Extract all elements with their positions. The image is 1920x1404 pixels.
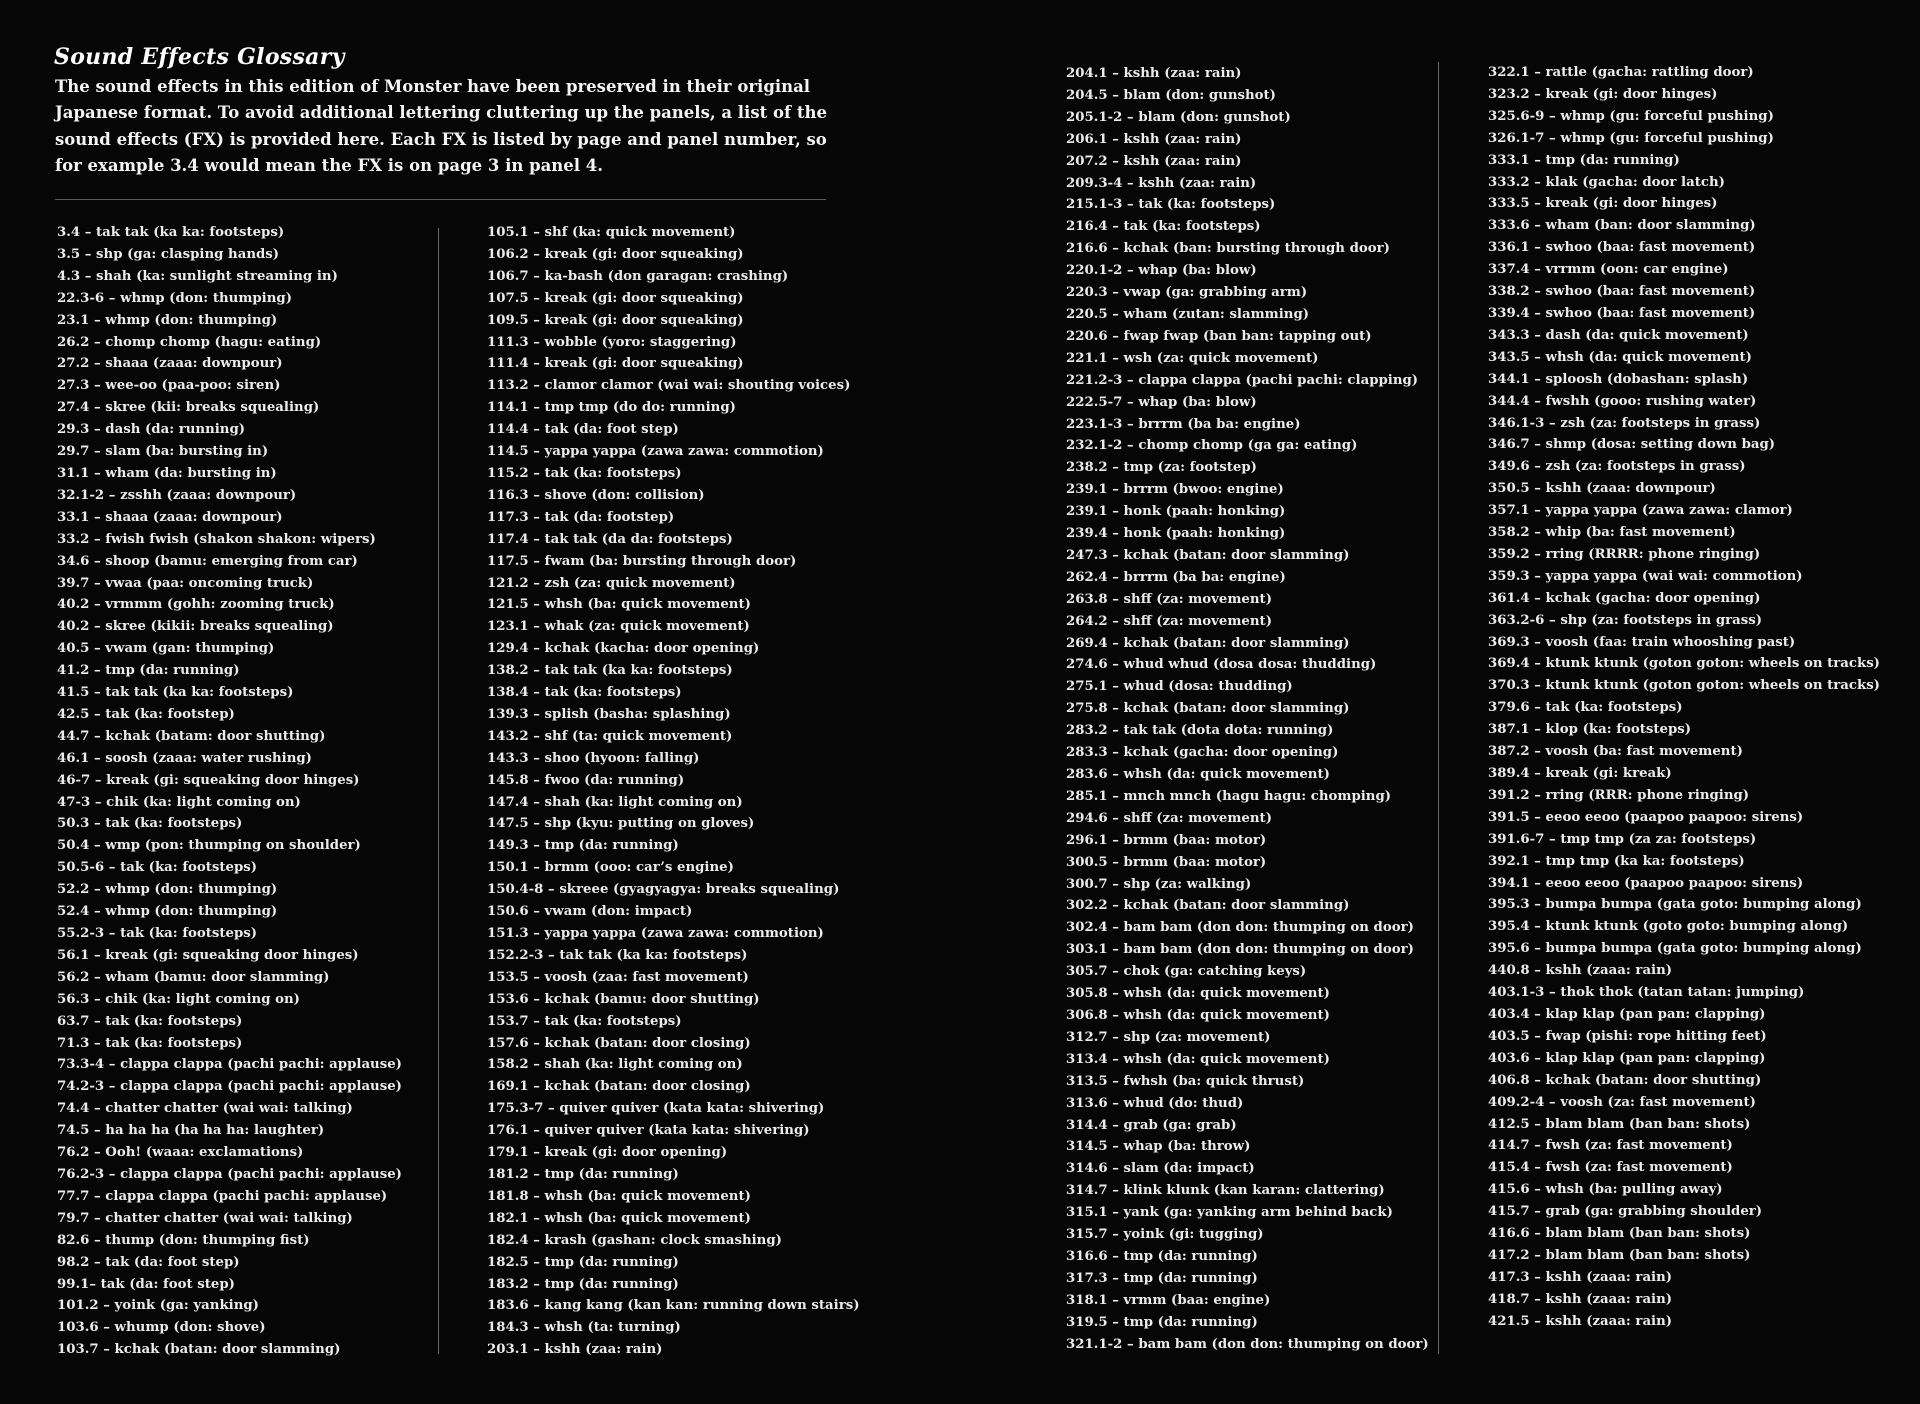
fx-entry: 109.5 – kreak (gi: door squeaking) [487, 312, 744, 328]
fx-entry: 117.3 – tak (da: footstep) [487, 509, 675, 525]
fx-entry: 412.5 – blam blam (ban ban: shots) [1488, 1116, 1751, 1132]
fx-entry: 232.1-2 – chomp chomp (ga ga: eating) [1066, 438, 1358, 454]
fx-entry: 117.4 – tak tak (da da: footsteps) [487, 531, 733, 547]
glossary-title: Sound Effects Glossary [54, 44, 345, 70]
fx-entry: 204.1 – kshh (zaa: rain) [1066, 66, 1242, 81]
fx-entry: 3.5 – shp (ga: clasping hands) [57, 246, 280, 262]
fx-entry: 55.2-3 – tak (ka: footsteps) [57, 926, 258, 941]
fx-entry: 63.7 – tak (ka: footsteps) [57, 1013, 243, 1029]
fx-entry: 283.3 – kchak (gacha: door opening) [1066, 745, 1339, 761]
fx-entry: 46-7 – kreak (gi: squeaking door hinges) [57, 772, 360, 788]
fx-entry: 29.7 – slam (ba: bursting in) [57, 444, 269, 460]
fx-entry: 285.1 – mnch mnch (hagu hagu: chomping) [1066, 788, 1392, 804]
fx-entry: 395.6 – bumpa bumpa (gata goto: bumping along) [1488, 941, 1862, 957]
fx-entry: 145.8 – fwoo (da: running) [487, 772, 685, 788]
fx-entry: 275.1 – whud (dosa: thudding) [1066, 679, 1293, 695]
fx-entry: 121.2 – zsh (za: quick movement) [487, 575, 736, 591]
fx-entry: 117.5 – fwam (ba: bursting through door) [487, 553, 797, 569]
fx-entry: 111.3 – wobble (yoro: staggering) [487, 334, 737, 350]
fx-entry: 181.8 – whsh (ba: quick movement) [487, 1188, 751, 1204]
fx-entry: 247.3 – kchak (batan: door slamming) [1066, 547, 1350, 563]
fx-entry: 26.2 – chomp chomp (hagu: eating) [57, 334, 322, 350]
fx-entry: 203.1 – kshh (zaa: rain) [487, 1342, 663, 1358]
fx-entry: 40.2 – vrmmm (gohh: zooming truck) [57, 597, 335, 613]
fx-entry: 440.8 – kshh (zaaa: rain) [1488, 963, 1673, 979]
fx-entry: 406.8 – kchak (batan: door shutting) [1488, 1072, 1762, 1088]
fx-entry: 220.6 – fwap fwap (ban ban: tapping out) [1066, 328, 1372, 344]
fx-entry: 391.6-7 – tmp tmp (za za: footsteps) [1488, 831, 1757, 847]
fx-entry: 121.5 – whsh (ba: quick movement) [487, 597, 751, 613]
fx-entry: 115.2 – tak (ka: footsteps) [487, 465, 682, 481]
fx-entry: 158.2 – shah (ka: light coming on) [487, 1057, 743, 1073]
column-separator [1438, 62, 1439, 1354]
fx-entry: 361.4 – kchak (gacha: door opening) [1488, 590, 1761, 606]
fx-entry: 175.3-7 – quiver quiver (kata kata: shivering) [487, 1101, 825, 1117]
fx-entry: 101.2 – yoink (ga: yanking) [57, 1298, 259, 1314]
fx-entry: 415.7 – grab (ga: grabbing shoulder) [1488, 1204, 1763, 1220]
fx-entry: 77.7 – clappa clappa (pachi pachi: applause) [57, 1188, 388, 1204]
fx-entry: 153.6 – kchak (bamu: door shutting) [487, 991, 760, 1007]
fx-entry: 415.4 – fwsh (za: fast movement) [1488, 1160, 1733, 1176]
fx-entry: 147.5 – shp (kyu: putting on gloves) [487, 816, 755, 832]
fx-entry: 359.2 – rring (RRRR: phone ringing) [1488, 546, 1761, 562]
fx-entry: 150.4-8 – skreee (gyagyagya: breaks squealing) [487, 882, 840, 898]
fx-entry: 105.1 – shf (ka: quick movement) [487, 225, 736, 240]
fx-entry: 321.1-2 – bam bam (don don: thumping on door) [1066, 1336, 1429, 1352]
fx-entry: 99.1– tak (da: foot step) [57, 1276, 235, 1292]
fx-entry: 42.5 – tak (ka: footstep) [57, 706, 235, 722]
fx-entry: 315.7 – yoink (gi: tugging) [1066, 1227, 1264, 1243]
fx-entry: 313.4 – whsh (da: quick movement) [1066, 1051, 1330, 1067]
fx-entry: 114.5 – yappa yappa (zawa zawa: commotion) [487, 444, 824, 460]
fx-entry: 143.3 – shoo (hyoon: falling) [487, 750, 700, 766]
fx-entry: 387.1 – klop (ka: footsteps) [1488, 722, 1692, 738]
fx-entry: 223.1-3 – brrrm (ba ba: engine) [1066, 416, 1301, 432]
fx-entry: 103.6 – whump (don: shove) [57, 1320, 266, 1336]
fx-entry: 305.7 – chok (ga: catching keys) [1066, 964, 1307, 980]
fx-entry: 319.5 – tmp (da: running) [1066, 1314, 1258, 1330]
fx-entry: 403.4 – klap klap (pan pan: clapping) [1488, 1006, 1766, 1022]
fx-entry: 421.5 – kshh (zaaa: rain) [1488, 1313, 1673, 1329]
fx-entry: 52.4 – whmp (don: thumping) [57, 904, 278, 920]
fx-entry: 358.2 – whip (ba: fast movement) [1488, 525, 1736, 541]
fx-entry: 314.6 – slam (da: impact) [1066, 1161, 1255, 1177]
fx-entry: 403.1-3 – thok thok (tatan tatan: jumping) [1488, 985, 1805, 1001]
fx-entry: 106.7 – ka-bash (don garagan: crashing) [487, 268, 789, 284]
glossary-intro: The sound effects in this edition of Monster have been preserved in their original Japanese format. To avoid additional lettering cluttering up the panels, a list of the sound effects (FX) is provided here. Each FX is listed by page and panel number, so for example 3.4 would mean the FX is on page 3 in panel 4. [55, 77, 827, 175]
fx-entry: 182.5 – tmp (da: running) [487, 1254, 679, 1270]
fx-entry: 52.2 – whmp (don: thumping) [57, 882, 278, 898]
fx-entry: 209.3-4 – kshh (zaa: rain) [1066, 175, 1257, 191]
fx-entry: 114.4 – tak (da: foot step) [487, 422, 679, 438]
fx-entry: 392.1 – tmp tmp (ka ka: footsteps) [1488, 853, 1745, 869]
fx-entry: 317.3 – tmp (da: running) [1066, 1270, 1258, 1286]
fx-entry: 417.2 – blam blam (ban ban: shots) [1488, 1247, 1751, 1263]
fx-entry: 31.1 – wham (da: bursting in) [57, 465, 277, 481]
fx-entry: 113.2 – clamor clamor (wai wai: shouting voices) [487, 378, 851, 394]
fx-entry: 333.1 – tmp (da: running) [1488, 152, 1680, 168]
fx-entry: 337.4 – vrrmm (oon: car engine) [1488, 262, 1729, 278]
fx-entry: 106.2 – kreak (gi: door squeaking) [487, 246, 744, 262]
fx-entry: 182.1 – whsh (ba: quick movement) [487, 1210, 751, 1226]
fx-entry: 369.4 – ktunk ktunk (goton goton: wheels on tracks) [1488, 656, 1880, 672]
fx-entry: 313.5 – fwhsh (ba: quick thrust) [1066, 1073, 1305, 1089]
fx-entry: 269.4 – kchak (batan: door slamming) [1066, 635, 1350, 651]
fx-entry: 416.6 – blam blam (ban ban: shots) [1488, 1226, 1751, 1242]
fx-entry: 205.1-2 – blam (don: gunshot) [1066, 109, 1291, 125]
fx-entry: 339.4 – swhoo (baa: fast movement) [1488, 305, 1756, 321]
fx-entry: 333.2 – klak (gacha: door latch) [1488, 174, 1725, 190]
fx-entry: 294.6 – shff (za: movement) [1066, 810, 1272, 826]
fx-entry: 129.4 – kchak (kacha: door opening) [487, 641, 760, 657]
fx-entry: 152.2-3 – tak tak (ka ka: footsteps) [487, 947, 748, 963]
fx-entry: 56.3 – chik (ka: light coming on) [57, 991, 300, 1007]
fx-entry: 147.4 – shah (ka: light coming on) [487, 794, 743, 810]
fx-entry: 116.3 – shove (don: collision) [487, 487, 705, 503]
fx-entry: 76.2-3 – clappa clappa (pachi pachi: applause) [57, 1166, 402, 1182]
fx-entry: 153.5 – voosh (zaa: fast movement) [487, 969, 749, 985]
fx-column-1 [57, 222, 402, 1361]
fx-entry: 56.1 – kreak (gi: squeaking door hinges) [57, 947, 359, 963]
fx-entry: 389.4 – kreak (gi: kreak) [1488, 766, 1672, 781]
fx-entry: 391.2 – rring (RRR: phone ringing) [1488, 787, 1750, 803]
fx-entry: 149.3 – tmp (da: running) [487, 838, 679, 854]
fx-entry: 315.1 – yank (ga: yanking arm behind back) [1066, 1205, 1393, 1221]
fx-entry: 169.1 – kchak (batan: door closing) [487, 1079, 751, 1095]
fx-entry: 40.5 – vwam (gan: thumping) [57, 641, 275, 657]
fx-entry: 414.7 – fwsh (za: fast movement) [1488, 1138, 1733, 1154]
fx-entry: 333.6 – wham (ban: door slamming) [1488, 218, 1756, 234]
fx-entry: 283.2 – tak tak (dota dota: running) [1066, 723, 1334, 739]
fx-entry: 239.4 – honk (paah: honking) [1066, 526, 1286, 542]
fx-entry: 264.2 – shff (za: movement) [1066, 613, 1272, 629]
fx-entry: 370.3 – ktunk ktunk (goton goton: wheels on tracks) [1488, 678, 1880, 694]
fx-entry: 221.2-3 – clappa clappa (pachi pachi: clapping) [1066, 372, 1419, 388]
fx-entry: 151.3 – yappa yappa (zawa zawa: commotion) [487, 926, 824, 941]
fx-entry: 74.5 – ha ha ha (ha ha ha: laughter) [57, 1123, 325, 1139]
fx-entry: 379.6 – tak (ka: footsteps) [1488, 700, 1683, 716]
fx-entry: 303.1 – bam bam (don don: thumping on door) [1066, 942, 1414, 958]
fx-entry: 4.3 – shah (ka: sunlight streaming in) [57, 268, 338, 284]
fx-entry: 363.2-6 – shp (za: footsteps in grass) [1488, 612, 1763, 628]
fx-entry: 338.2 – swhoo (baa: fast movement) [1488, 284, 1756, 300]
fx-entry: 220.5 – wham (zutan: slamming) [1066, 306, 1310, 322]
fx-entry: 103.7 – kchak (batan: door slamming) [57, 1342, 341, 1358]
fx-entry: 313.6 – whud (do: thud) [1066, 1095, 1244, 1111]
fx-entry: 44.7 – kchak (batam: door shutting) [57, 728, 326, 744]
fx-entry: 79.7 – chatter chatter (wai wai: talking) [57, 1210, 353, 1226]
fx-entry: 179.1 – kreak (gi: door opening) [487, 1145, 728, 1161]
fx-entry: 263.8 – shff (za: movement) [1066, 591, 1272, 607]
fx-entry: 239.1 – brrrm (bwoo: engine) [1066, 482, 1284, 498]
fx-entry: 300.7 – shp (za: walking) [1066, 876, 1252, 892]
fx-entry: 387.2 – voosh (ba: fast movement) [1488, 744, 1743, 760]
fx-entry: 50.4 – wmp (pon: thumping on shoulder) [57, 838, 361, 854]
fx-entry: 153.7 – tak (ka: footsteps) [487, 1013, 682, 1029]
fx-entry: 41.2 – tmp (da: running) [57, 663, 240, 679]
fx-entry: 34.6 – shoop (bamu: emerging from car) [57, 553, 358, 569]
fx-entry: 29.3 – dash (da: running) [57, 422, 246, 438]
fx-entry: 275.8 – kchak (batan: door slamming) [1066, 701, 1350, 717]
fx-entry: 346.7 – shmp (dosa: setting down bag) [1488, 437, 1776, 453]
fx-entry: 239.1 – honk (paah: honking) [1066, 504, 1286, 520]
fx-entry: 395.4 – ktunk ktunk (goto goto: bumping along) [1488, 919, 1849, 935]
fx-entry: 71.3 – tak (ka: footsteps) [57, 1035, 243, 1051]
fx-entry: 312.7 – shp (za: movement) [1066, 1029, 1271, 1045]
fx-entry: 138.4 – tak (ka: footsteps) [487, 685, 682, 701]
fx-entry: 350.5 – kshh (zaaa: downpour) [1488, 481, 1716, 497]
fx-entry: 98.2 – tak (da: foot step) [57, 1254, 240, 1270]
fx-entry: 47-3 – chik (ka: light coming on) [57, 794, 301, 810]
fx-entry: 123.1 – whak (za: quick movement) [487, 619, 750, 635]
fx-entry: 50.3 – tak (ka: footsteps) [57, 816, 243, 832]
fx-entry: 296.1 – brmm (baa: motor) [1066, 832, 1267, 848]
fx-entry: 333.5 – kreak (gi: door hinges) [1488, 196, 1718, 212]
fx-entry: 220.1-2 – whap (ba: blow) [1066, 263, 1257, 279]
fx-entry: 73.3-4 – clappa clappa (pachi pachi: applause) [57, 1057, 402, 1073]
fx-entry: 326.1-7 – whmp (gu: forceful pushing) [1488, 130, 1774, 146]
fx-entry: 82.6 – thump (don: thumping fist) [57, 1232, 310, 1248]
fx-entry: 22.3-6 – whmp (don: thumping) [57, 290, 292, 306]
fx-column-3 [1066, 63, 1429, 1355]
fx-entry: 157.6 – kchak (batan: door closing) [487, 1035, 751, 1051]
fx-entry: 222.5-7 – whap (ba: blow) [1066, 394, 1257, 410]
fx-entry: 302.2 – kchak (batan: door slamming) [1066, 898, 1350, 914]
fx-entry: 314.7 – klink klunk (kan karan: clattering) [1066, 1183, 1385, 1199]
fx-entry: 394.1 – eeoo eeoo (paapoo paapoo: sirens) [1488, 875, 1804, 891]
fx-entry: 349.6 – zsh (za: footsteps in grass) [1488, 459, 1746, 475]
fx-entry: 357.1 – yappa yappa (zawa zawa: clamor) [1488, 503, 1793, 519]
divider-rule [55, 199, 826, 200]
fx-entry: 74.2-3 – clappa clappa (pachi pachi: applause) [57, 1079, 402, 1095]
fx-entry: 3.4 – tak tak (ka ka: footsteps) [57, 225, 285, 240]
fx-entry: 33.2 – fwish fwish (shakon shakon: wipers) [57, 531, 376, 547]
fx-column-4 [1488, 62, 1880, 1333]
fx-entry: 305.8 – whsh (da: quick movement) [1066, 986, 1330, 1002]
fx-entry: 27.3 – wee-oo (paa-poo: siren) [57, 378, 281, 394]
fx-entry: 27.2 – shaaa (zaaa: downpour) [57, 356, 283, 372]
fx-entry: 344.4 – fwshh (gooo: rushing water) [1488, 393, 1757, 409]
fx-entry: 336.1 – swhoo (baa: fast movement) [1488, 240, 1756, 256]
fx-entry: 369.3 – voosh (faa: train whooshing past) [1488, 634, 1796, 650]
fx-entry: 139.3 – splish (basha: splashing) [487, 706, 731, 722]
fx-entry: 302.4 – bam bam (don don: thumping on door) [1066, 920, 1414, 936]
fx-entry: 183.2 – tmp (da: running) [487, 1276, 679, 1292]
fx-entry: 343.5 – whsh (da: quick movement) [1488, 349, 1752, 365]
fx-entry: 150.1 – brmm (ooo: car’s engine) [487, 860, 734, 876]
column-separator [438, 228, 439, 1354]
fx-entry: 325.6-9 – whmp (gu: forceful pushing) [1488, 108, 1774, 124]
fx-entry: 181.2 – tmp (da: running) [487, 1166, 679, 1182]
fx-entry: 207.2 – kshh (zaa: rain) [1066, 153, 1242, 169]
fx-entry: 74.4 – chatter chatter (wai wai: talking) [57, 1101, 353, 1117]
fx-entry: 183.6 – kang kang (kan kan: running down stairs) [487, 1298, 860, 1314]
fx-entry: 409.2-4 – voosh (za: fast movement) [1488, 1094, 1756, 1110]
fx-entry: 76.2 – Ooh! (waaa: exclamations) [57, 1145, 304, 1161]
fx-entry: 322.1 – rattle (gacha: rattling door) [1488, 65, 1754, 80]
fx-entry: 314.4 – grab (ga: grab) [1066, 1117, 1237, 1133]
fx-entry: 216.6 – kchak (ban: bursting through door) [1066, 241, 1390, 257]
fx-entry: 107.5 – kreak (gi: door squeaking) [487, 290, 744, 306]
fx-entry: 150.6 – vwam (don: impact) [487, 904, 693, 920]
fx-entry: 46.1 – soosh (zaaa: water rushing) [57, 750, 312, 766]
fx-entry: 314.5 – whap (ba: throw) [1066, 1139, 1251, 1155]
fx-entry: 318.1 – vrmm (baa: engine) [1066, 1292, 1271, 1308]
fx-entry: 343.3 – dash (da: quick movement) [1488, 327, 1749, 343]
fx-entry: 182.4 – krash (gashan: clock smashing) [487, 1232, 782, 1248]
fx-entry: 417.3 – kshh (zaaa: rain) [1488, 1269, 1673, 1285]
fx-entry: 415.6 – whsh (ba: pulling away) [1488, 1182, 1723, 1198]
fx-entry: 316.6 – tmp (da: running) [1066, 1248, 1258, 1264]
fx-entry: 184.3 – whsh (ta: turning) [487, 1320, 681, 1336]
fx-entry: 220.3 – vwap (ga: grabbing arm) [1066, 285, 1308, 301]
fx-entry: 395.3 – bumpa bumpa (gata goto: bumping along) [1488, 897, 1862, 913]
fx-entry: 221.1 – wsh (za: quick movement) [1066, 350, 1319, 366]
fx-entry: 306.8 – whsh (da: quick movement) [1066, 1007, 1330, 1023]
fx-entry: 300.5 – brmm (baa: motor) [1066, 854, 1267, 870]
fx-entry: 111.4 – kreak (gi: door squeaking) [487, 356, 744, 372]
fx-entry: 204.5 – blam (don: gunshot) [1066, 87, 1276, 103]
fx-entry: 403.5 – fwap (pishi: rope hitting feet) [1488, 1028, 1767, 1044]
fx-entry: 283.6 – whsh (da: quick movement) [1066, 767, 1330, 782]
fx-entry: 114.1 – tmp tmp (do do: running) [487, 400, 736, 416]
fx-entry: 41.5 – tak tak (ka ka: footsteps) [57, 685, 294, 701]
fx-entry: 40.2 – skree (kikii: breaks squealing) [57, 619, 334, 635]
fx-entry: 346.1-3 – zsh (za: footsteps in grass) [1488, 415, 1761, 431]
fx-entry: 33.1 – shaaa (zaaa: downpour) [57, 509, 283, 525]
fx-entry: 23.1 – whmp (don: thumping) [57, 312, 278, 328]
fx-entry: 323.2 – kreak (gi: door hinges) [1488, 86, 1718, 102]
fx-entry: 418.7 – kshh (zaaa: rain) [1488, 1291, 1673, 1307]
fx-entry: 262.4 – brrrm (ba ba: engine) [1066, 569, 1286, 585]
fx-entry: 206.1 – kshh (zaa: rain) [1066, 131, 1242, 147]
fx-entry: 39.7 – vwaa (paa: oncoming truck) [57, 575, 314, 591]
fx-entry: 238.2 – tmp (za: footstep) [1066, 460, 1257, 476]
fx-entry: 216.4 – tak (ka: footsteps) [1066, 219, 1261, 235]
fx-entry: 27.4 – skree (kii: breaks squealing) [57, 400, 320, 416]
fx-entry: 274.6 – whud whud (dosa dosa: thudding) [1066, 657, 1377, 673]
fx-entry: 50.5-6 – tak (ka: footsteps) [57, 860, 258, 876]
fx-entry: 344.1 – sploosh (dobashan: splash) [1488, 371, 1749, 387]
fx-entry: 359.3 – yappa yappa (wai wai: commotion) [1488, 568, 1803, 584]
fx-entry: 56.2 – wham (bamu: door slamming) [57, 969, 330, 985]
fx-entry: 391.5 – eeoo eeoo (paapoo paapoo: sirens) [1488, 809, 1804, 825]
fx-column-2 [487, 222, 859, 1361]
fx-entry: 32.1-2 – zsshh (zaaa: downpour) [57, 487, 297, 503]
fx-entry: 138.2 – tak tak (ka ka: footsteps) [487, 663, 733, 679]
fx-entry: 403.6 – klap klap (pan pan: clapping) [1488, 1050, 1766, 1066]
fx-entry: 215.1-3 – tak (ka: footsteps) [1066, 197, 1276, 213]
fx-entry: 176.1 – quiver quiver (kata kata: shivering) [487, 1123, 810, 1139]
fx-entry: 143.2 – shf (ta: quick movement) [487, 728, 733, 744]
